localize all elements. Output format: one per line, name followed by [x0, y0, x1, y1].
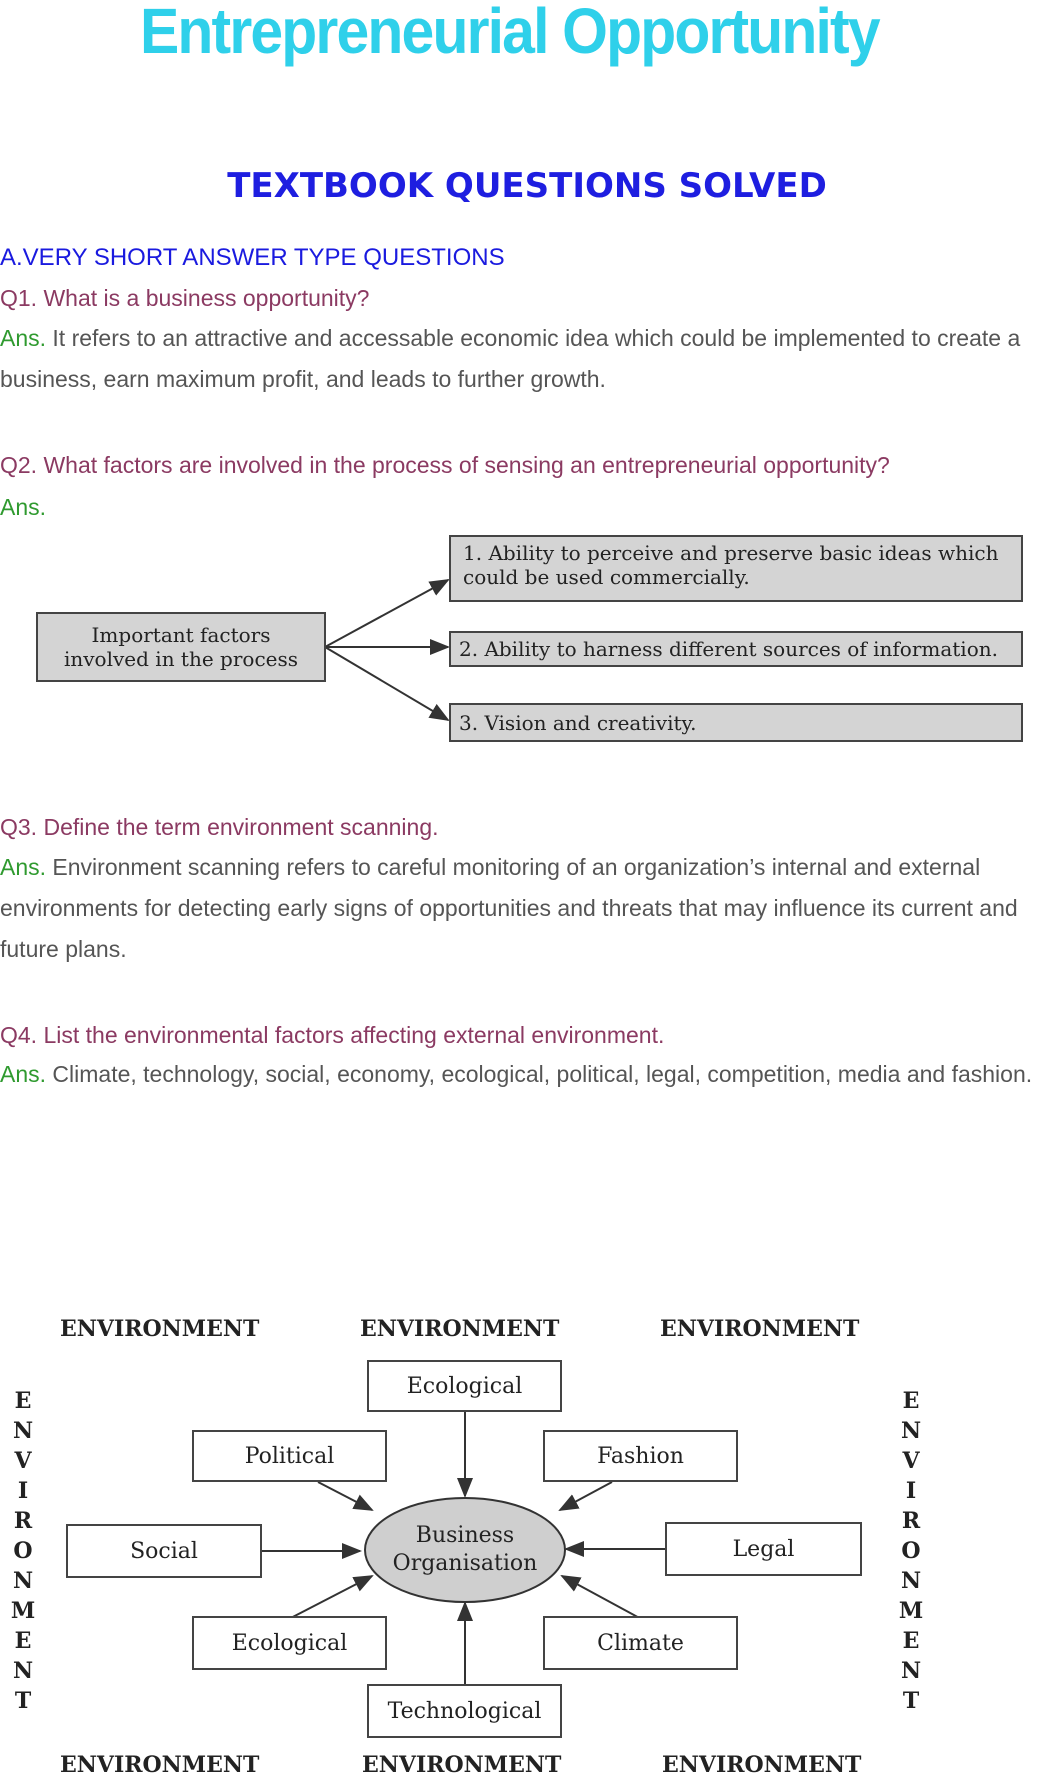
factors-diagram — [0, 525, 1054, 755]
answer-text: It refers to an attractive and accessable economic idea which could be implemented to create a business, earn maximum profit, and leads to further growth. — [0, 325, 1021, 392]
question-3: Q3. Define the term environment scanning. — [0, 814, 439, 840]
question-1: Q1. What is a business opportunity? — [0, 285, 370, 311]
factor-climate: Climate — [543, 1616, 738, 1670]
answer-label: Ans. — [0, 854, 47, 880]
question-2: Q2. What factors are involved in the process of sensing an entrepreneurial opportunity? — [0, 452, 890, 478]
environment-label: ENVIRONMENT — [660, 1316, 860, 1342]
factor-box-1: 1. Ability to perceive and preserve basic ideas which could be used commercially. — [449, 535, 1023, 602]
business-organisation: Business Organisation — [392, 1523, 538, 1576]
factor-fashion: Fashion — [543, 1430, 738, 1482]
environment-label: ENVIRONMENT — [360, 1316, 560, 1342]
answer-4 — [0, 1054, 1054, 1095]
environment-label: ENVIRONMENT — [60, 1752, 260, 1778]
environment-vertical-right: E N V I R O N M E N T — [898, 1388, 924, 1714]
answer-label: Ans. — [0, 325, 47, 351]
question-4: Q4. List the environmental factors affecting external environment. — [0, 1022, 665, 1048]
answer-label: Ans. — [0, 494, 47, 520]
section-title: A.VERY SHORT ANSWER TYPE QUESTIONS — [0, 244, 505, 271]
answer-text: Environment scanning refers to careful monitoring of an organization’s internal and external environments for detecting early signs of opportunities and threats that may influence its current and future plans. — [0, 854, 1018, 962]
factor-social: Social — [66, 1524, 262, 1578]
environment-diagram — [0, 1300, 1054, 1786]
factor-legal: Legal — [665, 1522, 862, 1576]
page-brand-title: Entrepreneurial Opportunity — [140, 0, 879, 67]
answer-text: Climate, technology, social, economy, ecological, political, legal, competition, media and fashion. — [46, 1061, 1033, 1087]
answer-3 — [0, 847, 1054, 970]
environment-label: ENVIRONMENT — [60, 1316, 260, 1342]
arrow — [325, 647, 448, 720]
environment-label: ENVIRONMENT — [662, 1752, 862, 1778]
factor-technological: Technological — [367, 1684, 562, 1738]
factor-ecological-top: Ecological — [367, 1360, 562, 1412]
factor-box-2: 2. Ability to harness different sources of information. — [449, 631, 1023, 667]
environment-label: ENVIRONMENT — [362, 1752, 562, 1778]
answer-label: Ans. — [0, 1061, 47, 1087]
diagram-source-box: Important factors involved in the process — [36, 612, 326, 682]
factor-ecological-bottom: Ecological — [192, 1616, 387, 1670]
environment-vertical-left: E N V I R O N M E N T — [10, 1388, 36, 1714]
factor-box-3: 3. Vision and creativity. — [449, 703, 1023, 742]
answer-1 — [0, 318, 1054, 400]
page-heading: TEXTBOOK QUESTIONS SOLVED — [227, 166, 827, 206]
factor-political: Political — [192, 1430, 387, 1482]
arrow — [325, 580, 448, 647]
